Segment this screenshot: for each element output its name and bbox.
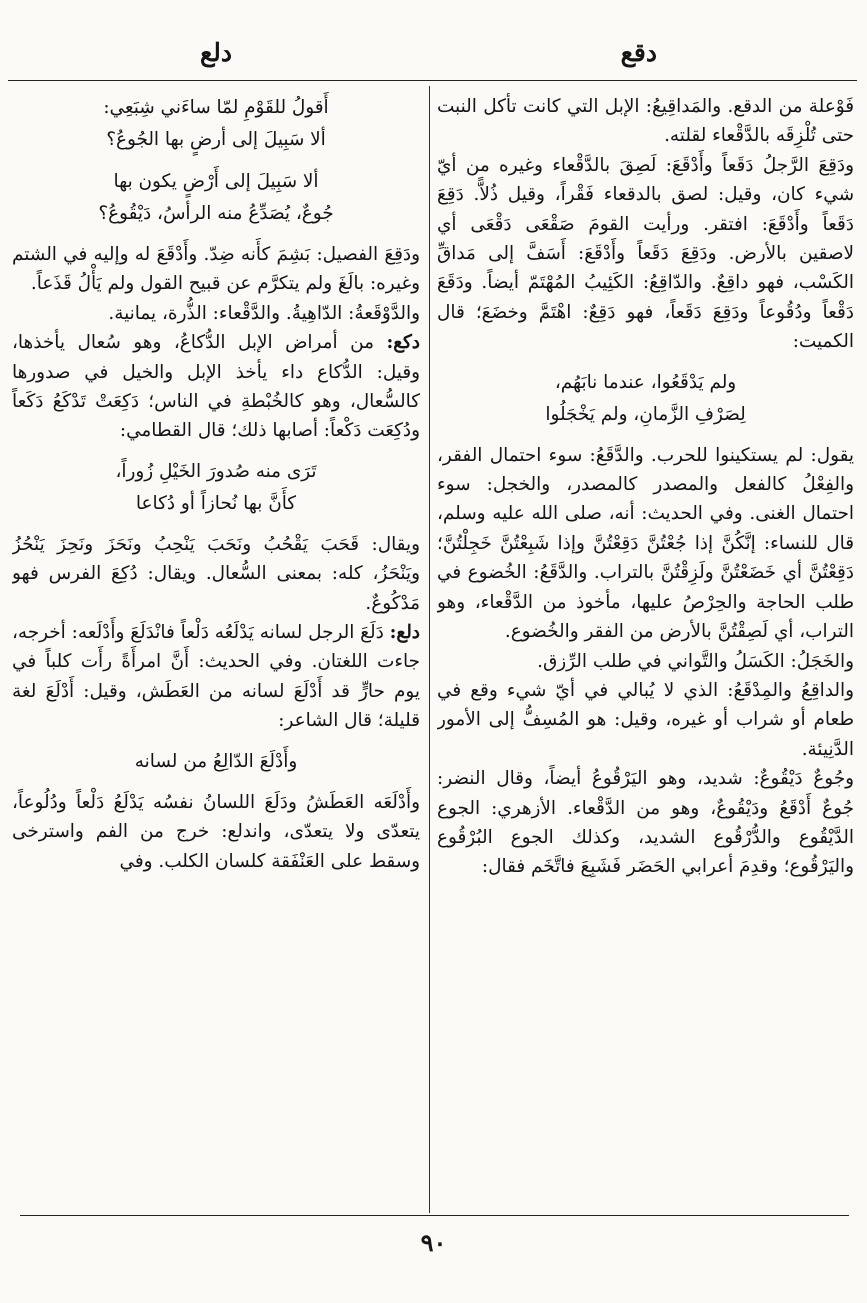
entry-paragraph: فَوْعلة من الدقع. والمَداقِيعُ: الإبل التي كانت تأكل النبت حتى تُلْزِقَه بالدَّقْعاء لقلته. xyxy=(437,96,854,147)
running-head-left: دلع xyxy=(200,38,233,67)
footer-rule xyxy=(20,1215,849,1216)
verse-line: كأَنَّ بها نُحازاً أو دُكاعا xyxy=(135,492,297,514)
headword: دلع: xyxy=(389,622,420,644)
entry-paragraph: وأَدْلَعَه العَطَشُ ودَلَعَ اللسانُ نفسُه يَدْلَعُ دَلْعاً ودُلُوعاً، يتعدّى ولا يتعدّى، واندلع: خرج من الفم واسترخى وسقط على العَنْفَقة كلسان الكلب. وفي xyxy=(12,791,420,872)
entry-dkʿ xyxy=(12,328,420,446)
verse-line: لِصَرْفِ الزَّمانِ، ولم يَخْجَلُوا xyxy=(545,403,746,425)
page-number: ٩٠ xyxy=(420,1228,447,1257)
entry-paragraph: ودَقِعَ الرَّجلُ دَقَعاً وأَدْقَعَ: لَصِقَ بالدَّقْعاء وغيره من أيّ شيء كان، وقيل: لصق بالدقعاء فَقْراً، وقيل ذُلاًّ. دَقِعَ دَقَعاً وأَدْقَعَ: افتقر. ورأيت القومَ صَقْعَى دَقْعَى أي لاصقين بالأرض. ودَقِعَ دَقَعاً وأَدْقَعَ: أَسَفَّ إلى مَداقِّ الكَسْب، فهو داقِعٌ. والدّاقِعُ: الكَئِيبُ المُهْتَمّ أيضاً. ودَقَعَ دَقْعاً ودُقُوعاً ودَقِعَ دَقَعاً، فهو دَقِعٌ: اهْتَمَّ وخضَعَ؛ قال الكميت: xyxy=(437,154,854,353)
entry-paragraph: ويقال: قَحَبَ يَقْحُبُ ونَحَبَ يَنْحِبُ ونَحَزَ ونَحِزَ يَنْحُزُ ويَنْحَزُ، كله: بمعنى السُّعال. ويقال: دُكِعَ الفرس فهو مَدْكُوعٌ. xyxy=(12,533,420,614)
entry-text: دَلَعَ الرجل لسانه يَدْلَعُه دَلْعاً فانْدَلَعَ وأَدْلَعه: أخرجه، جاءت اللغتان. وفي الحديث: أَنَّ امرأَةً رأَت كلباً في يوم حارٍّ قد أَدْلَعَ لسانه من العَطَش، وقيل: أَدْلَعَ لغة قليلة؛ قال الشاعر: xyxy=(12,622,420,732)
column-divider xyxy=(429,86,430,1213)
verse-line: وأَدْلَعَ الدّالِعُ من لسانه xyxy=(134,750,298,772)
verse-line: أَقولُ للقَوْمِ لمّا ساءَني شِبَعِي: xyxy=(103,97,329,118)
headword: دكع: xyxy=(386,332,420,354)
header-rule xyxy=(8,80,857,81)
entry-paragraph: يقول: لم يستكينوا للحرب. والدَّقَعُ: سوء احتمال الفقر، والفِعْلُ كالفعل والمصدر كالمصدر، والخجل: سوء احتمال الغنى. وفي الحديث: أنه، صلى الله عليه وسلم، قال للنساء: إنَّكُنَّ إذا جُعْتُنَّ دَقِعْتُنَّ وإذا شَبِعْتُنَّ خَجِلْتُنَّ؛ دَقِعْتُنَّ أي خَضَعْتُنَّ ولَزِقْتُنَّ بالتراب. والدَّقَعُ: الخُضوع في طلب الحاجة والحِرْصُ عليها، مأخوذ من الدَّقْعاء، وهو التراب، أي لَصِقْتُنَّ بالأرض من الفقر والخُضوع. xyxy=(437,444,854,643)
verse-line: تَرَى منه صُدورَ الخَيْلِ زُوراً، xyxy=(115,460,317,482)
verse xyxy=(12,456,420,520)
verse xyxy=(12,166,420,230)
right-column xyxy=(437,92,854,1207)
verse xyxy=(437,367,854,431)
verse-line: ألا سَبِيلَ إلى أَرْضٍ يكون بها xyxy=(113,171,319,192)
entry-paragraph: وجُوعٌ دَيْقُوعٌ: شديد، وهو اليَرْقُوعُ أيضاً، وقال النضر: جُوعٌ أَدْقَعُ ودَيْقُوعٌ، وهو من الدَّقْعاء. الأزهري: الجوع الدَّيْقُوع والدُّرْقُوع الشديد، وكذلك الجوع البُرْقُوع واليَرْقُوع؛ وقدِمَ أعرابي الحَضَر فَشَبِعَ فاتَّخَم فقال: xyxy=(437,768,854,878)
entry-paragraph: والخَجَلُ: الكَسَلُ والتَّواني في طلب الرِّزق. xyxy=(537,650,854,672)
entry-paragraph: والدَّوْقَعةُ: الدّاهِيةُ. والدَّقْعاء: الذُّرة، يمانية. xyxy=(108,302,420,324)
verse-line: ولم يَدْقَعُوا، عندما نابَهُم، xyxy=(554,371,737,393)
entry-dlʿ xyxy=(12,618,420,736)
verse xyxy=(12,92,420,156)
entry-paragraph: ودَقِعَ الفصيل: بَشِمَ كأَنه ضِدّ. وأَدْقَعَ له وإليه في الشتم وغيره: بالَغَ ولم يتكرَّم عن قبيح القول ولم يَأْلُ قَذَعاً. xyxy=(12,244,420,295)
entry-paragraph: والداقِعُ والمِدْقَعُ: الذي لا يُبالي في أيّ شيء وقع في طعام أو شراب أو غيره، وقيل: هو المُسِفُّ إلى الأمور الدَّنِيئة. xyxy=(437,679,854,760)
verse-line: ألا سَبِيلَ إلى أرضٍ بها الجُوعُ؟ xyxy=(106,129,326,150)
left-column xyxy=(12,92,420,1207)
verse-line: جُوعٌ، يُصَدِّعُ منه الرأسُ، دَيْقُوعُ؟ xyxy=(98,203,334,224)
entry-text: من أمراض الإبل الدُّكاعُ، وهو سُعال يأخذها، وقيل: الدُّكاع داء يأخذ الإبل والخيل في صدورها كالسُّعال، وهو كالخُبْطةِ في الناس؛ دَكِعَتْ تَدْكَعُ دَكَعاً ودُكِعَت دَكْعاً: أصابها ذلك؛ قال القطامي: xyxy=(12,332,420,442)
verse xyxy=(12,746,420,778)
running-head-right: دقع xyxy=(620,38,657,67)
